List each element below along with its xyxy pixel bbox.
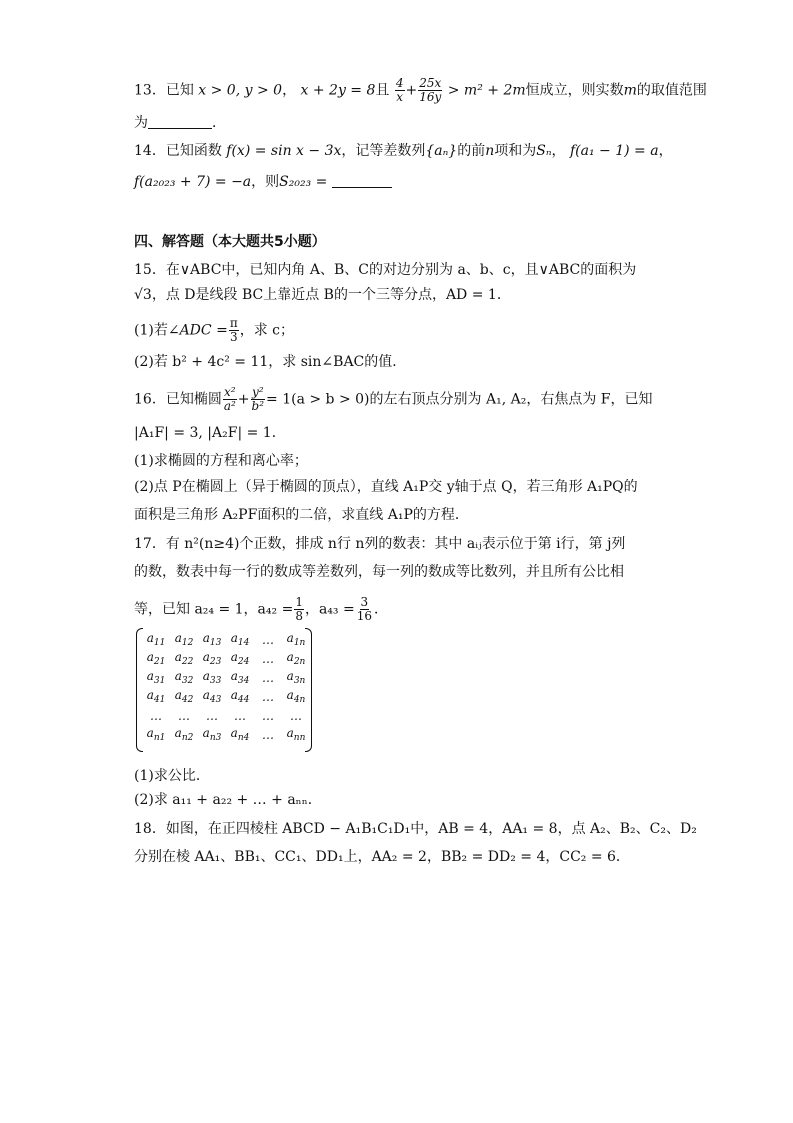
matrix-cell: $a_{41}$	[146, 688, 166, 705]
matrix-cell: $a_{42}$	[174, 688, 194, 705]
matrix-cell: $a_{31}$	[146, 669, 166, 686]
q14-cond2: f(a₂₀₂₃ + 7) = −a	[134, 174, 252, 190]
section-title: 四、解答题（本大题共5小题）	[134, 234, 326, 250]
matrix-cell: $a_{2n}$	[286, 650, 306, 667]
q13-line1	[134, 77, 707, 104]
q17-part1: (1)求公比．	[134, 768, 210, 784]
q15-angle-expr: ∠ADC =	[167, 322, 228, 339]
matrix-cell: $a_{22}$	[174, 650, 194, 667]
q13-text1b: 恒成立，则实数	[525, 82, 624, 99]
matrix-cell: $a_{n3}$	[202, 726, 222, 743]
matrix-cell: $a_{32}$	[174, 669, 194, 686]
q14-line1	[134, 142, 673, 160]
matrix-cell: $a_{21}$	[146, 650, 166, 667]
q14-var-n: n	[485, 143, 495, 159]
q16-frac2: $\frac{\text{y²}}{\text{b²}}$	[251, 385, 265, 413]
q14-cond1: f(a₁ − 1) = a	[569, 143, 659, 159]
matrix-cell: $a_{23}$	[202, 650, 222, 667]
matrix-cell: $a_{1n}$	[286, 631, 306, 648]
matrix-cell: …	[234, 708, 246, 723]
q18-line2: 分别在棱 AA₁、BB₁、CC₁、DD₁上，AA₂ = 2，BB₂ = DD₂ = 4，CC₂ = 6．	[134, 849, 630, 865]
q13-sep1: ，	[282, 82, 297, 99]
q15-part2: (2)若 b² + 4c² = 11，求 sin∠BAC的值．	[134, 354, 407, 370]
q13-frac2: $\frac{25x}{16y}$	[419, 76, 442, 104]
q16-line2: |A₁F| = 3, |A₂F| = 1．	[134, 425, 286, 441]
q13-prefix: 13．已知	[134, 82, 194, 99]
matrix-cell: …	[262, 727, 274, 742]
q13-text1c: 的取值范围	[636, 82, 707, 99]
matrix-row	[142, 649, 310, 668]
matrix-cell: …	[206, 708, 218, 723]
matrix-cell: …	[262, 689, 274, 704]
q13-line2	[134, 114, 226, 132]
q13-var-m: m	[623, 82, 637, 99]
matrix-right-bracket	[305, 628, 312, 752]
matrix-cell: …	[262, 632, 274, 647]
q14-text1c: 的前	[457, 143, 486, 159]
matrix-cell: …	[262, 708, 274, 723]
q17-frac1: $\frac{1}{8}$	[295, 595, 303, 623]
matrix-grid	[142, 630, 310, 744]
number-table-matrix	[136, 628, 312, 752]
q17-line3: 等，已知 a₂₄ = 1，a₄₂ = $\frac{1}{8}$ ，a₄₃ = $\frac{3}{16}$ ．	[134, 595, 388, 623]
matrix-cell: $a_{14}$	[230, 631, 250, 648]
q13-plus: +	[405, 82, 418, 99]
q14-prefix: 14．已知函数	[134, 143, 222, 159]
q17-part2: (2)求 a₁₁ + a₂₂ + … + aₙₙ．	[134, 792, 322, 808]
q14-line2	[134, 173, 392, 191]
matrix-row	[142, 630, 310, 649]
q13-text2b: ．	[212, 115, 226, 131]
matrix-cell: $a_{44}$	[230, 688, 250, 705]
q14-func: f(x) = sin x − 3x	[226, 143, 342, 159]
matrix-cell: $a_{n2}$	[174, 726, 194, 743]
q14-text1e: ，	[551, 143, 566, 159]
q14-answer-blank[interactable]	[332, 173, 392, 188]
q16-part2-line2: 面积是三角形 A₂PF面积的二倍，求直线 A₁P的方程．	[134, 507, 469, 523]
q13-text2a: 为	[134, 115, 148, 131]
matrix-cell: $a_{12}$	[174, 631, 194, 648]
matrix-cell: $a_{24}$	[230, 650, 250, 667]
matrix-cell: …	[178, 708, 190, 723]
matrix-cell: …	[150, 708, 162, 723]
q18-line1: 18．如图，在正四棱柱 ABCD − A₁B₁C₁D₁中，AB = 4，AA₁ = 8，点 A₂、B₂、C₂、D₂	[134, 821, 697, 837]
q15-frac: $\frac{\pi}{3}$	[229, 316, 238, 344]
q13-answer-blank[interactable]	[148, 114, 212, 129]
matrix-cell: $a_{13}$	[202, 631, 222, 648]
matrix-cell: $a_{4n}$	[286, 688, 306, 705]
q13-frac1: $\frac{4}{x}$	[395, 76, 404, 104]
q17-line2: 的数，数表中每一行的数成等差数列，每一列的数成等比数列，并且所有公比相	[134, 564, 624, 580]
matrix-cell: $a_{nn}$	[286, 726, 306, 743]
matrix-cell: $a_{33}$	[202, 669, 222, 686]
q15-line1: 15．在∨ABC中，已知内角 A、B、C的对边分别为 a、b、c，且∨ABC的面积为	[134, 262, 637, 278]
q15-part1: (1)若∠ADC = $\frac{\pi}{3}$ ，求 c；	[134, 316, 294, 344]
q15-line2: √3，点 D是线段 BC上靠近点 B的一个三等分点，AD = 1．	[134, 287, 511, 303]
q14-text2a: ，则	[251, 174, 280, 190]
matrix-cell: $a_{n4}$	[230, 726, 250, 743]
q14-target: S₂₀₂₃ =	[279, 174, 328, 190]
matrix-row	[142, 725, 310, 744]
matrix-cell: …	[262, 670, 274, 685]
matrix-cell: …	[290, 708, 302, 723]
q14-sn: Sₙ	[536, 143, 552, 159]
q13-cond2: x + 2y = 8	[300, 82, 376, 99]
q16-frac1: $\frac{\text{x²}}{\text{a²}}$	[223, 385, 236, 413]
q13-and: 且	[375, 82, 390, 99]
q16-line1: 16．已知椭圆 $\frac{\text{x²}}{\text{a²}}$ + $\frac{\text{y²}}{\text{b²}}$ = 1(a > b > 0)的左右顶点分别为 A₁, A₂，右焦点为 F，已知	[134, 385, 653, 413]
q17-frac2: $\frac{3}{16}$	[356, 595, 372, 623]
q17-line1: 17．有 n²(n≥4)个正数，排成 n行 n列的数表：其中 aᵢⱼ表示位于第 i行，第 j列	[134, 536, 626, 552]
q14-text1b: ，记等差数列	[341, 143, 426, 159]
matrix-cell: $a_{34}$	[230, 669, 250, 686]
matrix-row	[142, 687, 310, 706]
q16-part1: (1)求椭圆的方程和离心率；	[134, 453, 308, 469]
matrix-cell: $a_{43}$	[202, 688, 222, 705]
q13-cond1: x > 0, y > 0	[198, 82, 283, 99]
matrix-row	[142, 706, 310, 725]
q14-seq: {aₙ}	[425, 143, 458, 159]
matrix-row	[142, 668, 310, 687]
q13-rhs: > m² + 2m	[447, 82, 526, 99]
q16-part2-line1: (2)点 P在椭圆上（异于椭圆的顶点），直线 A₁P交 y轴于点 Q，若三角形 A₁PQ的	[134, 479, 638, 495]
matrix-cell: $a_{11}$	[146, 631, 166, 648]
q14-text1f: ，	[658, 143, 673, 159]
matrix-cell: …	[262, 651, 274, 666]
matrix-cell: $a_{n1}$	[146, 726, 166, 743]
q14-text1d: 项和为	[494, 143, 537, 159]
matrix-cell: $a_{3n}$	[286, 669, 306, 686]
